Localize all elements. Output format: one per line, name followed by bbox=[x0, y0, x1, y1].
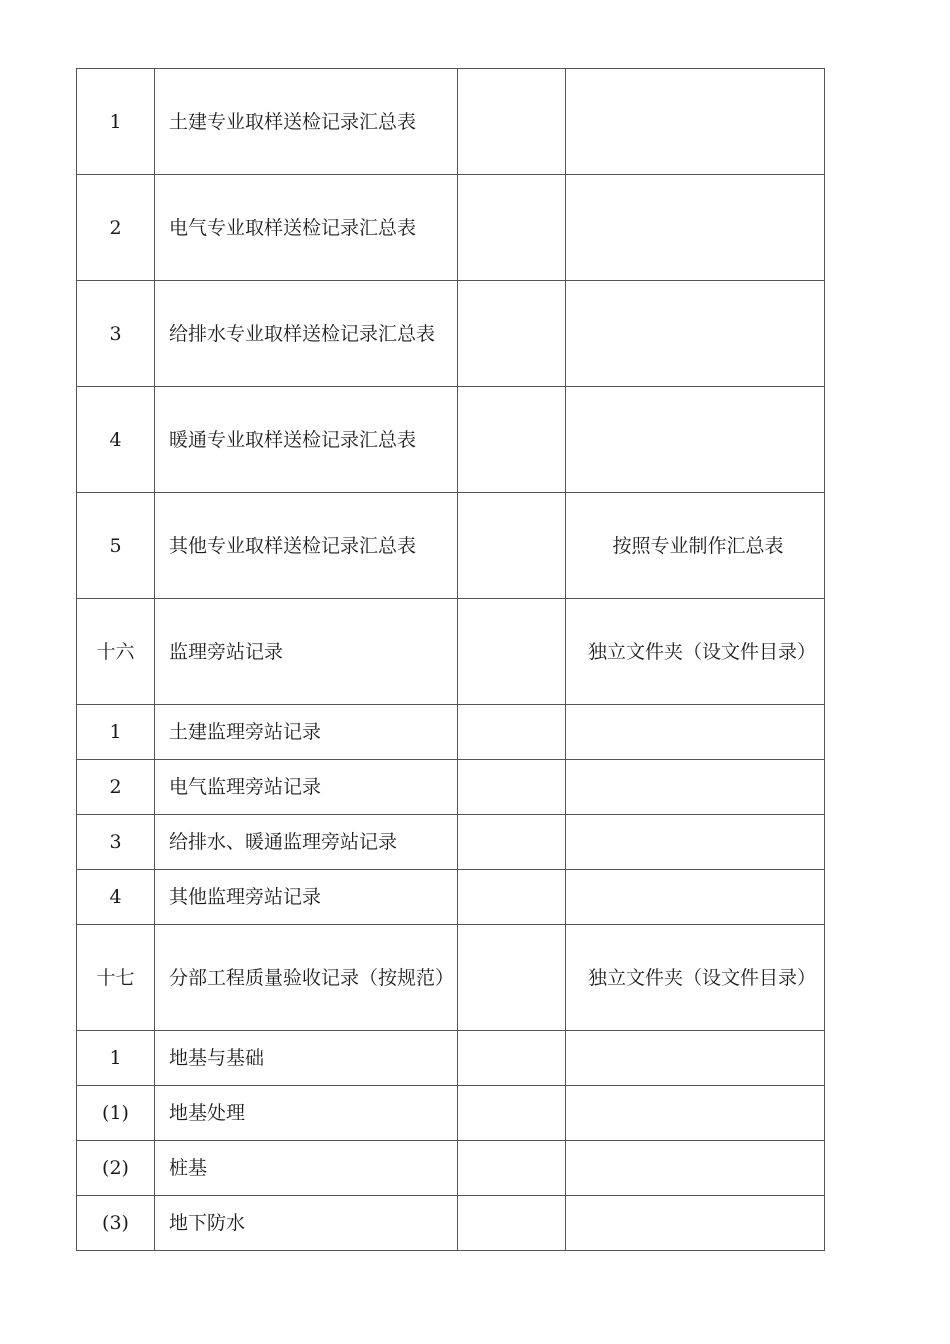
row-column-3 bbox=[458, 1031, 566, 1086]
row-remark bbox=[566, 387, 825, 493]
row-title: 土建专业取样送检记录汇总表 bbox=[155, 69, 458, 175]
row-title: 其他专业取样送检记录汇总表 bbox=[155, 493, 458, 599]
row-title: 地基与基础 bbox=[155, 1031, 458, 1086]
row-number: (3) bbox=[77, 1196, 155, 1251]
row-column-3 bbox=[458, 493, 566, 599]
row-number: 十七 bbox=[77, 925, 155, 1031]
row-column-3 bbox=[458, 870, 566, 925]
table-row bbox=[77, 925, 825, 1031]
row-column-3 bbox=[458, 387, 566, 493]
table-row bbox=[77, 281, 825, 387]
row-remark bbox=[566, 1141, 825, 1196]
table-row bbox=[77, 1141, 825, 1196]
row-column-3 bbox=[458, 1086, 566, 1141]
row-number: 3 bbox=[77, 815, 155, 870]
table-row bbox=[77, 175, 825, 281]
table-row bbox=[77, 1031, 825, 1086]
table-row bbox=[77, 1086, 825, 1141]
row-column-3 bbox=[458, 69, 566, 175]
table-row bbox=[77, 69, 825, 175]
row-remark bbox=[566, 175, 825, 281]
row-remark: 按照专业制作汇总表 bbox=[566, 493, 825, 599]
row-title: 地下防水 bbox=[155, 1196, 458, 1251]
row-column-3 bbox=[458, 1141, 566, 1196]
row-remark bbox=[566, 281, 825, 387]
row-remark bbox=[566, 870, 825, 925]
row-column-3 bbox=[458, 925, 566, 1031]
row-number: 5 bbox=[77, 493, 155, 599]
row-title: 地基处理 bbox=[155, 1086, 458, 1141]
row-number: 1 bbox=[77, 1031, 155, 1086]
row-title: 桩基 bbox=[155, 1141, 458, 1196]
row-title: 其他监理旁站记录 bbox=[155, 870, 458, 925]
row-remark bbox=[566, 1086, 825, 1141]
row-remark bbox=[566, 1196, 825, 1251]
row-title: 电气监理旁站记录 bbox=[155, 760, 458, 815]
row-title: 土建监理旁站记录 bbox=[155, 705, 458, 760]
document-table bbox=[76, 68, 825, 1251]
row-title: 给排水专业取样送检记录汇总表 bbox=[155, 281, 458, 387]
table-row bbox=[77, 1196, 825, 1251]
row-title: 分部工程质量验收记录（按规范） bbox=[155, 925, 458, 1031]
row-remark bbox=[566, 69, 825, 175]
row-number: 2 bbox=[77, 760, 155, 815]
row-column-3 bbox=[458, 599, 566, 705]
row-remark bbox=[566, 1031, 825, 1086]
table-row bbox=[77, 815, 825, 870]
row-remark: 独立文件夹（设文件目录） bbox=[566, 599, 825, 705]
row-title: 电气专业取样送检记录汇总表 bbox=[155, 175, 458, 281]
row-number: 1 bbox=[77, 69, 155, 175]
table-row bbox=[77, 599, 825, 705]
row-column-3 bbox=[458, 281, 566, 387]
row-column-3 bbox=[458, 815, 566, 870]
row-title: 给排水、暖通监理旁站记录 bbox=[155, 815, 458, 870]
table-body bbox=[77, 69, 825, 1251]
table-row bbox=[77, 870, 825, 925]
row-column-3 bbox=[458, 1196, 566, 1251]
row-remark bbox=[566, 760, 825, 815]
row-remark bbox=[566, 815, 825, 870]
table-row bbox=[77, 705, 825, 760]
row-title: 监理旁站记录 bbox=[155, 599, 458, 705]
row-column-3 bbox=[458, 760, 566, 815]
row-title: 暖通专业取样送检记录汇总表 bbox=[155, 387, 458, 493]
row-number: (1) bbox=[77, 1086, 155, 1141]
row-number: 4 bbox=[77, 870, 155, 925]
row-column-3 bbox=[458, 705, 566, 760]
row-number: 十六 bbox=[77, 599, 155, 705]
table-row bbox=[77, 493, 825, 599]
row-remark: 独立文件夹（设文件目录） bbox=[566, 925, 825, 1031]
row-remark bbox=[566, 705, 825, 760]
table-row bbox=[77, 387, 825, 493]
row-number: 4 bbox=[77, 387, 155, 493]
row-column-3 bbox=[458, 175, 566, 281]
table-row bbox=[77, 760, 825, 815]
row-number: 3 bbox=[77, 281, 155, 387]
row-number: 1 bbox=[77, 705, 155, 760]
row-number: (2) bbox=[77, 1141, 155, 1196]
row-number: 2 bbox=[77, 175, 155, 281]
